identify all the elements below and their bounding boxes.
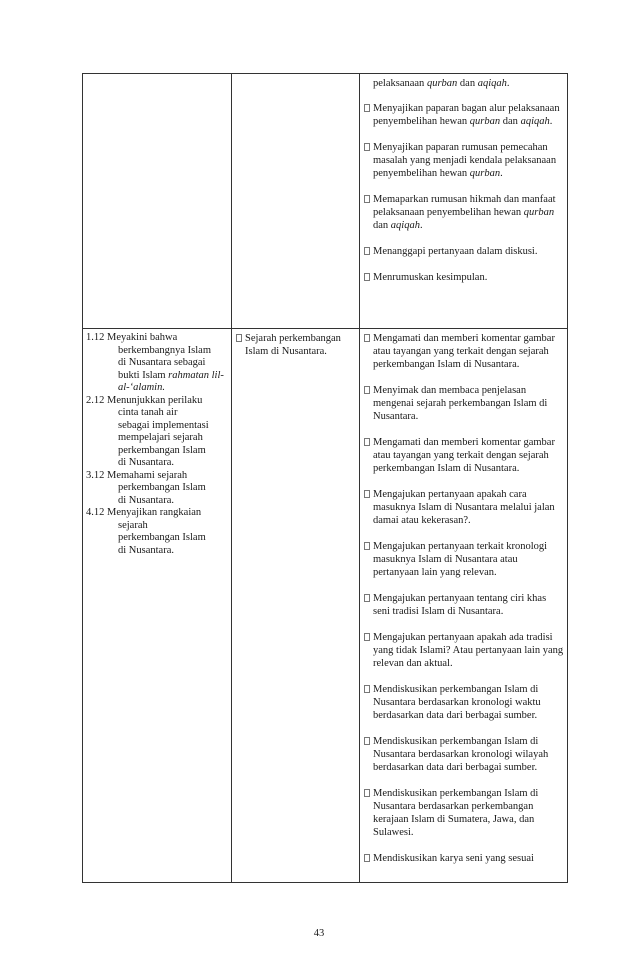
table-row xyxy=(83,329,568,883)
activity-item: Mengajukan pertanyaan terkait kronologi masuknya Islam di Nusantara atau pertanyaan lain yang relevan. xyxy=(364,540,564,579)
checkbox-icon xyxy=(364,386,370,394)
materi-cell-empty xyxy=(232,74,360,329)
activity-item: Mengajukan pertanyaan apakah cara masuknya Islam di Nusantara melalui jalan damai atau kekerasan?. xyxy=(364,488,564,527)
activity-item: Mengajukan pertanyaan tentang ciri khas seni tradisi Islam di Nusantara. xyxy=(364,592,564,618)
activities-cell xyxy=(360,74,568,329)
checkbox-icon xyxy=(364,490,370,498)
kd-item: 2.12 Menunjukkan perilaku cinta tanah air sebagai implementasi mempelajari sejarah perkembangan Islam di Nusantara. xyxy=(86,394,209,468)
activity-item: Mengamati dan memberi komentar gambar atau tayangan yang terkait dengan sejarah perkembangan Islam di Nusantara. xyxy=(364,436,564,475)
activity-item: Menyajikan paparan bagan alur pelaksanaan penyembelihan hewan qurban dan aqiqah. xyxy=(364,102,564,128)
checkbox-icon xyxy=(364,737,370,745)
activity-item: Mendiskusikan perkembangan Islam di Nusantara berdasarkan kronologi wilayah berdasarkan data dari berbagai sumber. xyxy=(364,735,564,774)
activity-item: Mendiskusikan perkembangan Islam di Nusantara berdasarkan kronologi waktu berdasarkan data dari berbagai sumber. xyxy=(364,683,564,722)
checkbox-icon xyxy=(364,594,370,602)
page-number: 43 xyxy=(313,928,325,939)
checkbox-icon xyxy=(364,334,370,342)
syllabus-table xyxy=(82,73,568,883)
kd-item: 1.12 Meyakini bahwa berkembangnya Islam di Nusantara sebagai bukti Islam rahmatan lil-al-‘alamin. xyxy=(86,332,224,393)
materi-item: Sejarah perkembangan Islam di Nusantara. xyxy=(236,332,356,358)
kd-cell-empty xyxy=(83,74,232,329)
checkbox-icon xyxy=(364,195,370,203)
activity-item: Menanggapi pertanyaan dalam diskusi. xyxy=(364,245,564,258)
activity-item: Menyimak dan membaca penjelasan mengenai sejarah perkembangan Islam di Nusantara. xyxy=(364,384,564,423)
checkbox-icon xyxy=(364,854,370,862)
materi-cell xyxy=(232,329,360,883)
checkbox-icon xyxy=(364,633,370,641)
kd-item: 4.12 Menyajikan rangkaian sejarah perkembangan Islam di Nusantara. xyxy=(86,507,206,556)
activities-cell xyxy=(360,329,568,883)
kd-cell xyxy=(83,329,232,883)
activity-item: Memaparkan rumusan hikmah dan manfaat pelaksanaan penyembelihan hewan qurban dan aqiqah. xyxy=(364,193,564,232)
checkbox-icon xyxy=(364,247,370,255)
checkbox-icon xyxy=(364,104,370,112)
activity-item: Menrumuskan kesimpulan. xyxy=(364,271,564,284)
checkbox-icon xyxy=(364,789,370,797)
activity-continuation: pelaksanaan qurban dan aqiqah. xyxy=(373,78,510,89)
activity-item: Mengajukan pertanyaan apakah ada tradisi yang tidak Islami? Atau pertanyaan lain yang relevan dan aktual. xyxy=(364,631,564,670)
checkbox-icon xyxy=(364,143,370,151)
checkbox-icon xyxy=(364,685,370,693)
table-row xyxy=(83,74,568,329)
checkbox-icon xyxy=(364,273,370,281)
activity-item: Mendiskusikan karya seni yang sesuai xyxy=(364,852,564,865)
activity-item: Mengamati dan memberi komentar gambar atau tayangan yang terkait dengan sejarah perkembangan Islam di Nusantara. xyxy=(364,332,564,371)
kd-item: 3.12 Memahami sejarah perkembangan Islam di Nusantara. xyxy=(86,469,206,506)
activity-item: Mendiskusikan perkembangan Islam di Nusantara berdasarkan perkembangan kerajaan Islam di Sumatera, Jawa, dan Sulawesi. xyxy=(364,787,564,839)
checkbox-icon xyxy=(364,542,370,550)
activity-item: Menyajikan paparan rumusan pemecahan masalah yang menjadi kendala pelaksanaan penyembelihan hewan qurban. xyxy=(364,141,564,180)
checkbox-icon xyxy=(364,438,370,446)
checkbox-icon xyxy=(236,334,242,342)
